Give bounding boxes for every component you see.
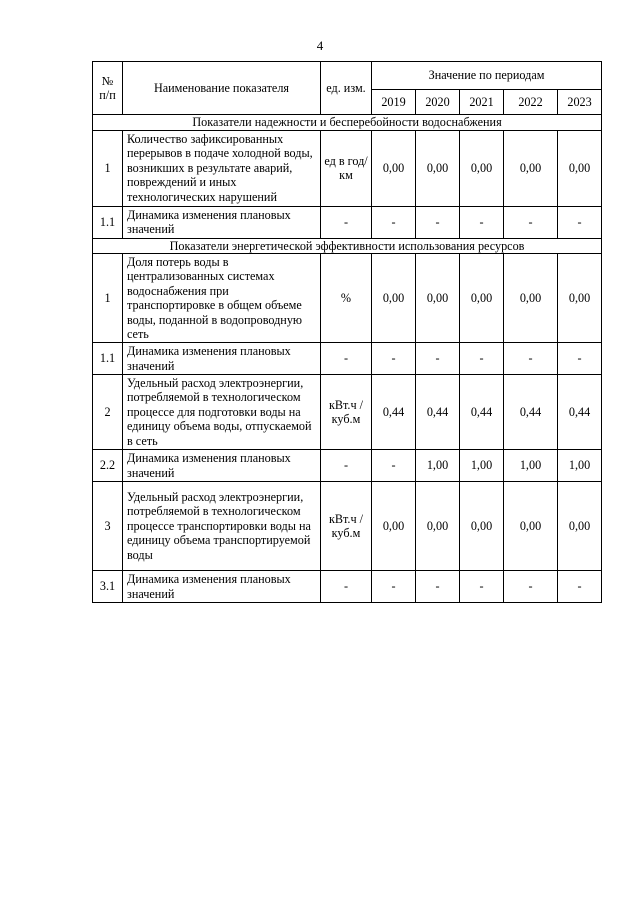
header-num: № п/п: [93, 62, 123, 115]
header-year: 2019: [372, 90, 416, 115]
section-title: Показатели энергетической эффективности использования ресурсов: [93, 238, 602, 254]
row-value: 0,44: [372, 375, 416, 450]
row-name: Количество зафиксированных перерывов в подаче холодной воды, возникших в результате аварий, повреждений и иных технологических нарушений: [123, 130, 321, 206]
row-value: 0,00: [558, 482, 602, 571]
row-value: -: [372, 206, 416, 238]
table-row: [93, 254, 602, 343]
row-value: -: [558, 571, 602, 603]
row-num: 3: [93, 482, 123, 571]
row-unit: кВт.ч / куб.м: [321, 482, 372, 571]
row-value: -: [416, 206, 460, 238]
row-unit: -: [321, 206, 372, 238]
row-num: 3.1: [93, 571, 123, 603]
row-value: 1,00: [416, 450, 460, 482]
row-value: -: [504, 571, 558, 603]
row-value: -: [416, 343, 460, 375]
row-value: -: [504, 206, 558, 238]
row-value: 0,44: [460, 375, 504, 450]
row-value: -: [460, 571, 504, 603]
row-value: 0,00: [460, 130, 504, 206]
row-name: Доля потерь воды в централизованных системах водоснабжения при транспортировке в общем объеме воды, поданной в водопроводную сеть: [123, 254, 321, 343]
row-value: 1,00: [460, 450, 504, 482]
page-number: 4: [316, 38, 324, 53]
header-year: 2022: [504, 90, 558, 115]
header-year: 2020: [416, 90, 460, 115]
row-value: 0,00: [416, 254, 460, 343]
row-num: 1: [93, 130, 123, 206]
row-value: 0,44: [416, 375, 460, 450]
row-value: -: [416, 571, 460, 603]
table-row: [93, 482, 602, 571]
row-name: Динамика изменения плановых значений: [123, 571, 321, 603]
table-row: [93, 206, 602, 238]
section-title: Показатели надежности и бесперебойности водоснабжения: [93, 115, 602, 131]
header-periods: Значение по периодам: [372, 62, 602, 90]
row-name: Динамика изменения плановых значений: [123, 206, 321, 238]
table-row: [93, 375, 602, 450]
row-num: 1.1: [93, 206, 123, 238]
table-row: [93, 130, 602, 206]
row-unit: -: [321, 343, 372, 375]
row-value: 0,00: [460, 254, 504, 343]
indicators-table: [92, 61, 602, 603]
row-value: 0,00: [504, 254, 558, 343]
table-row: [93, 343, 602, 375]
row-unit: -: [321, 450, 372, 482]
row-value: 0,00: [460, 482, 504, 571]
row-value: -: [372, 450, 416, 482]
row-num: 2.2: [93, 450, 123, 482]
row-name: Удельный расход электроэнергии, потребляемой в технологическом процессе транспортировки воды на единицу объема транспортируемой воды: [123, 482, 321, 571]
row-value: -: [558, 206, 602, 238]
row-value: 1,00: [558, 450, 602, 482]
header-unit: ед. изм.: [321, 62, 372, 115]
row-value: 0,44: [504, 375, 558, 450]
row-num: 2: [93, 375, 123, 450]
row-value: 0,00: [504, 482, 558, 571]
row-value: -: [372, 571, 416, 603]
row-unit: ед в год/ км: [321, 130, 372, 206]
row-value: 0,00: [372, 130, 416, 206]
row-value: -: [504, 343, 558, 375]
row-name: Динамика изменения плановых значений: [123, 343, 321, 375]
row-value: 0,00: [372, 482, 416, 571]
row-unit: %: [321, 254, 372, 343]
row-value: 0,00: [504, 130, 558, 206]
row-unit: кВт.ч / куб.м: [321, 375, 372, 450]
row-value: -: [372, 343, 416, 375]
row-name: Удельный расход электроэнергии, потребляемой в технологическом процессе для подготовки воды на единицу объема воды, отпускаемой в сеть: [123, 375, 321, 450]
row-value: 0,00: [416, 482, 460, 571]
row-value: 0,00: [416, 130, 460, 206]
row-value: 1,00: [504, 450, 558, 482]
row-value: -: [558, 343, 602, 375]
row-value: 0,44: [558, 375, 602, 450]
header-year: 2021: [460, 90, 504, 115]
row-unit: -: [321, 571, 372, 603]
row-value: 0,00: [372, 254, 416, 343]
table-row: [93, 571, 602, 603]
row-value: 0,00: [558, 254, 602, 343]
header-year: 2023: [558, 90, 602, 115]
row-value: -: [460, 206, 504, 238]
row-num: 1.1: [93, 343, 123, 375]
header-name: Наименование показателя: [123, 62, 321, 115]
row-num: 1: [93, 254, 123, 343]
row-name: Динамика изменения плановых значений: [123, 450, 321, 482]
table-row: [93, 450, 602, 482]
row-value: 0,00: [558, 130, 602, 206]
row-value: -: [460, 343, 504, 375]
